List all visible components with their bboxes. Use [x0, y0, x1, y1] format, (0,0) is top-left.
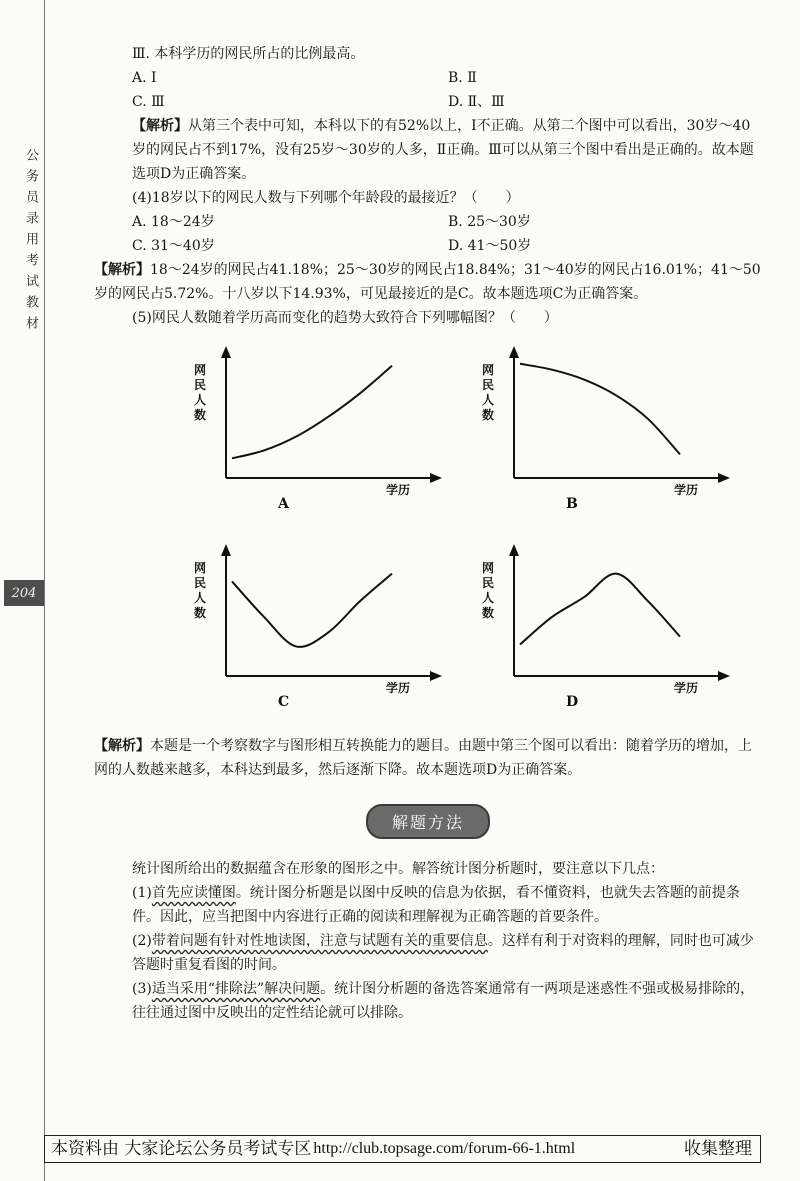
point-key-phrase: 首先应读懂图 [151, 885, 236, 901]
page-content [94, 42, 762, 1025]
statement-iii: Ⅲ. 本科学历的网民所占的比例最高。 [132, 46, 365, 62]
x-axis-arrow [718, 473, 730, 483]
q3-option-c: C. Ⅲ [132, 94, 165, 110]
trend-curve [520, 364, 680, 455]
chart-label: B [566, 496, 578, 512]
point-number: (2) [132, 933, 152, 949]
method-badge: 解题方法 [366, 804, 490, 839]
y-axis-label: 网民人数 [194, 561, 207, 620]
q3-option-d: D. Ⅱ、Ⅲ [448, 94, 505, 110]
q4-options-row-1 [94, 210, 762, 234]
x-axis-arrow [430, 671, 442, 681]
question-4-stem: (4)18岁以下的网民人数与下列哪个年龄段的最接近？（ ） [132, 190, 520, 206]
chart-c [166, 536, 466, 726]
x-axis-arrow [718, 671, 730, 681]
analysis-4 [94, 258, 762, 306]
analysis-3 [94, 114, 762, 186]
q4-options-row-2 [94, 234, 762, 258]
analysis-tag: 【解析】 [94, 262, 150, 278]
chart-label: A [278, 496, 289, 512]
analysis-3-text: 从第三个表中可知，本科以下的有52%以上，Ⅰ不正确。从第二个图中可以看出，30岁～40岁的网民占不到17%，没有25岁～30岁的人多，Ⅱ正确。Ⅲ可以从第三个图中看出是正确的。故本题选项D为正确答案。 [132, 118, 754, 182]
y-axis-label: 网民人数 [482, 363, 495, 422]
y-axis-label: 网民人数 [194, 363, 207, 422]
y-axis-arrow [509, 346, 519, 358]
margin-line [44, 0, 45, 1181]
y-axis-arrow [221, 346, 231, 358]
point-text: 。统计图分析题的备选答案通常有一两项是迷惑性不强或极易排除的，往往通过图中反映出的定性结论就可以排除。 [132, 981, 755, 1021]
point-key-phrase: 适当采用“排除法”解决问题 [151, 981, 321, 997]
source-footer [44, 1135, 761, 1163]
answer-charts [94, 330, 762, 730]
q3-options-row-1 [94, 66, 762, 90]
chart-b [454, 338, 754, 528]
question-5-stem: (5)网民人数随着学历高而变化的趋势大致符合下列哪幅图？（ ） [132, 310, 558, 326]
x-axis-label: 学历 [386, 681, 411, 695]
method-point-1 [94, 881, 762, 929]
method-point-3 [94, 977, 762, 1025]
y-axis-label: 网民人数 [482, 561, 495, 620]
q4-option-b: B. 25～30岁 [448, 214, 531, 230]
trend-curve [520, 574, 680, 645]
chart-a [166, 338, 466, 528]
analysis-tag: 【解析】 [94, 738, 150, 754]
x-axis-label: 学历 [674, 483, 699, 497]
point-key-phrase: 带着问题有针对性地读图，注意与试题有关的重要信息 [151, 933, 488, 949]
analysis-5-text: 本题是一个考察数字与图形相互转换能力的题目。由题中第三个图可以看出：随着学历的增加，上网的人数越来越多，本科达到最多，然后逐渐下降。故本题选项D为正确答案。 [94, 738, 752, 778]
book-title: 公务员录用考试教材 [23, 148, 38, 337]
method-intro: 统计图所给出的数据蕴含在形象的图形之中。解答统计图分析题时，要注意以下几点： [132, 861, 664, 877]
y-axis-arrow [221, 544, 231, 556]
x-axis-arrow [430, 473, 442, 483]
analysis-tag: 【解析】 [132, 118, 188, 134]
point-text: 。统计图分析题是以图中反映的信息为依据，看不懂资料，也就失去答题的前提条件。因此，应当把图中内容进行正确的阅读和理解视为正确答题的首要条件。 [132, 885, 740, 925]
footer-credit: 收集整理 [684, 1139, 752, 1159]
footer-url[interactable]: http://club.topsage.com/forum-66-1.html [313, 1140, 576, 1157]
q3-options-row-2 [94, 90, 762, 114]
x-axis-label: 学历 [386, 483, 411, 497]
y-axis-arrow [509, 544, 519, 556]
method-header [94, 804, 762, 839]
x-axis-label: 学历 [674, 681, 699, 695]
page-number: 204 [4, 580, 44, 606]
analysis-5 [94, 734, 762, 782]
chart-label: C [278, 694, 290, 710]
chart-label: D [566, 694, 579, 710]
q3-option-b: B. Ⅱ [448, 70, 477, 86]
point-text: 。这样有利于对资料的理解，同时也可减少答题时重复看图的时间。 [132, 933, 754, 973]
point-number: (1) [132, 885, 152, 901]
trend-curve [232, 574, 392, 647]
footer-source: 本资料由 大家论坛公务员考试专区 [51, 1139, 312, 1159]
point-number: (3) [132, 981, 152, 997]
q4-option-d: D. 41～50岁 [448, 238, 532, 254]
trend-curve [232, 366, 392, 459]
q4-option-c: C. 31～40岁 [132, 238, 215, 254]
q3-option-a: A. Ⅰ [132, 70, 157, 86]
q4-option-a: A. 18～24岁 [132, 214, 215, 230]
method-point-2 [94, 929, 762, 977]
chart-d [454, 536, 754, 726]
analysis-4-text: 18～24岁的网民占41.18%；25～30岁的网民占18.84%；31～40岁的网民占16.01%；41～50岁的网民占5.72%。十八岁以下14.93%，可见最接近的是C。故本题选项C为正确答案。 [94, 262, 761, 302]
